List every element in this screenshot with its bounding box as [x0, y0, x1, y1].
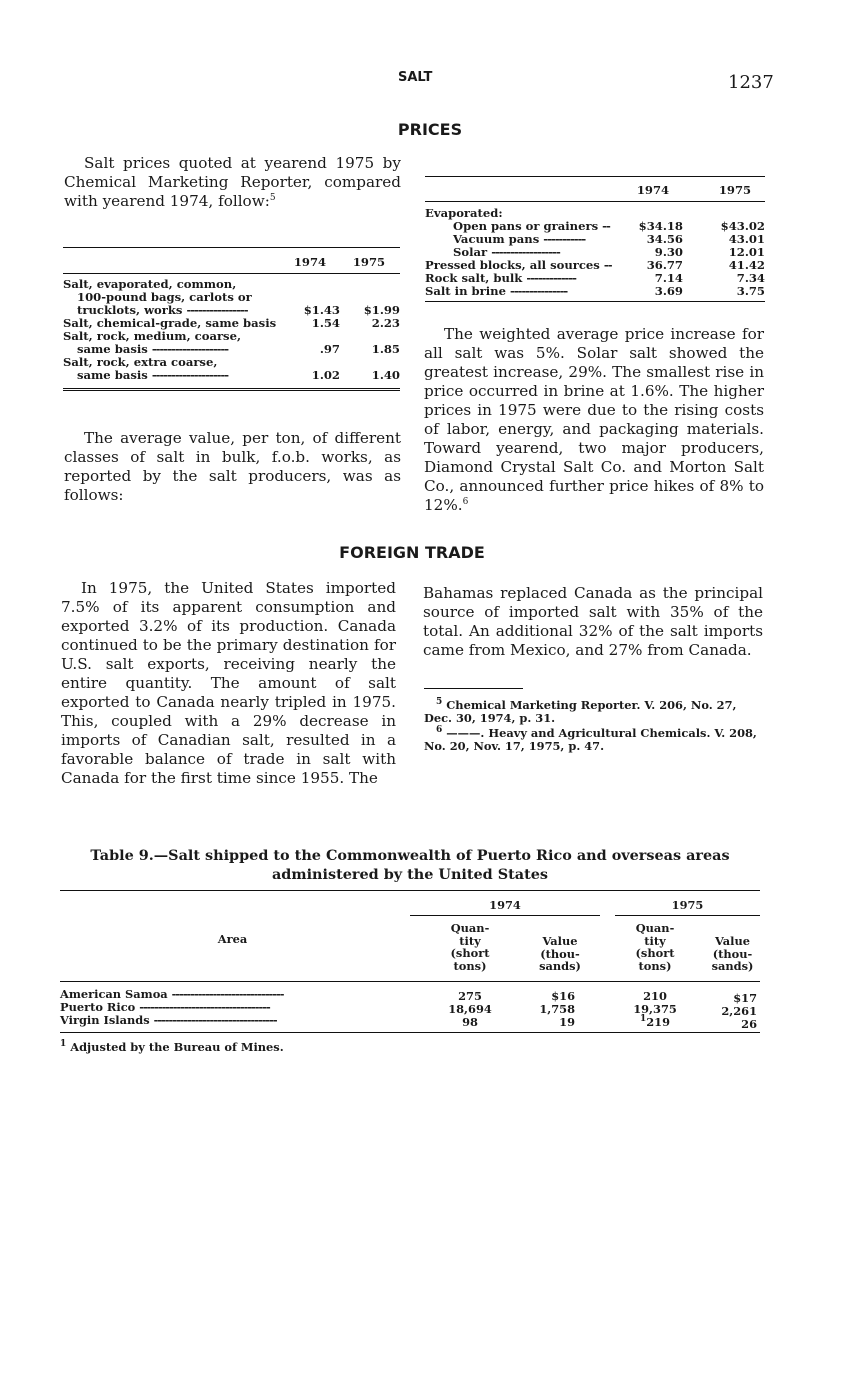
header-line: Quan- — [450, 921, 490, 935]
year-header-1975: 1975 — [671, 898, 704, 912]
row-label: Salt, chemical-grade, same basis — [63, 316, 277, 330]
footnote-text: ———. Heavy and Agricultural Chemicals. V. 208, No. 20, Nov. 17, 1975, p. 47. — [424, 726, 757, 753]
weighted-average-paragraph — [424, 325, 764, 515]
area-cell: Puerto Rico — [60, 1000, 136, 1014]
footnote-mark: 1 — [639, 1014, 647, 1025]
row-label: 100-pound bags, carlots or — [77, 290, 252, 304]
table9-title — [60, 846, 760, 884]
header-line: (thou- — [712, 946, 753, 961]
footnote-ref-5: 5 — [269, 192, 276, 203]
row-label: Pressed blocks, all sources — [425, 258, 600, 272]
quantity-1974: 275 — [458, 989, 482, 1003]
quantity-1975: 219 — [646, 1015, 671, 1029]
value-1975: 41.42 — [728, 258, 765, 272]
footnote-text: Chemical Marketing Reporter. V. 206, No. 27, Dec. 30, 1974, p. 31. — [424, 698, 737, 725]
column-header-1974: 1974 — [293, 255, 327, 269]
weighted-average-text: The weighted average price increase for all salt was 5%. Solar salt showed the greatest increase, 29%. The smallest rise in price occurred in brine at 1.6%. The higher prices in 1975 were due to the rising costs of labor, energy, and packaging materials. Toward yearend, two major producers, Diamond Crystal Salt Co. and Morton Salt Co., announced further price hikes of 8% to 12%. — [424, 325, 764, 514]
area-cell: American Samoa — [60, 987, 168, 1001]
foreign-trade-left-paragraph: In 1975, the United States imported 7.5% of its apparent consumption and exported 3.2% of its production. Canada continued to be the primary destination for U.S. salt exports, receiving nearly the entire quantity. The amount of salt exported to Canada nearly tripled in 1975. This, coupled with a 29% decrease in imports of Canadian salt, resulted in a favorable balance of trade in salt with Canada for the first time since 1955. The — [61, 579, 396, 787]
column-header-1974: 1974 — [636, 183, 670, 197]
table-row: Salt, rock, medium, coarse, same basis -------------------- .97 1.85 — [63, 329, 400, 356]
row-label: Rock salt, bulk — [425, 271, 523, 285]
header-line: tons) — [453, 958, 487, 973]
footnote-mark: 6 — [436, 725, 443, 736]
header-line: Quan- — [635, 921, 675, 935]
table9-title-line-1: Table 9.—Salt shipped to the Commonwealth of Puerto Rico and overseas areas — [90, 847, 730, 864]
value-1974: 7.14 — [654, 271, 683, 285]
header-line: Value — [714, 934, 751, 948]
value-1975: 12.01 — [728, 245, 765, 259]
table9-title-line-2: administered by the United States — [271, 866, 549, 883]
table-row: Puerto Rico ----------------------------------- 18,694 1,758 19,375 2,261 — [60, 1000, 757, 1018]
value-1974: $16 — [551, 989, 575, 1003]
value-1975: 43.01 — [728, 232, 765, 246]
row-label: Open pans or grainers — [453, 219, 599, 233]
value-1974: 1.54 — [311, 316, 340, 330]
header-line: tity — [459, 933, 481, 948]
value-header-1974 — [525, 935, 595, 973]
prices-intro-paragraph — [64, 154, 401, 211]
value-1975: 1.40 — [371, 368, 400, 382]
header-line: (short — [450, 946, 490, 960]
column-header-1975: 1975 — [352, 255, 386, 269]
table-row: Salt, evaporated, common, 100-pound bags, carlots or trucklots, works ---------------- $1.43 $1.99 — [63, 277, 400, 317]
area-header: Area — [217, 932, 248, 946]
value-1974: 1,758 — [539, 1002, 575, 1016]
value-header-1975 — [700, 935, 765, 973]
value-1974: 19 — [559, 1015, 575, 1029]
value-1974: 3.69 — [654, 284, 683, 298]
row-label: Solar — [453, 245, 488, 259]
row-label: Vacuum pans — [453, 232, 540, 246]
column-header-1975: 1975 — [718, 183, 752, 197]
footnote-6 — [424, 727, 764, 753]
table-row: Vacuum pans ----------- 34.56 43.01 — [425, 233, 765, 246]
average-value-paragraph: The average value, per ton, of different classes of salt in bulk, f.o.b. works, as reported by the salt producers, was as follows: — [64, 429, 401, 504]
foreign-trade-right-paragraph: Bahamas replaced Canada as the principal source of imported salt with 35% of the total. An additional 32% of the salt imports came from Mexico, and 27% from Canada. — [423, 584, 763, 659]
section-title-prices: PRICES — [397, 120, 463, 139]
header-line: Value — [542, 934, 578, 948]
row-label: trucklots, works — [77, 303, 183, 317]
year-header-1974: 1974 — [489, 898, 521, 912]
value-1974: $1.43 — [303, 303, 340, 317]
footnote-ref-6: 6 — [462, 496, 469, 507]
footnote-mark: 1 — [60, 1039, 67, 1050]
table-row: Open pans or grainers -- $34.18 $43.02 — [425, 220, 765, 233]
row-label: same basis — [77, 342, 148, 356]
quantity-header-1974 — [435, 922, 505, 972]
table-row: Salt, rock, extra coarse, same basis -------------------- 1.02 1.40 — [63, 355, 400, 382]
table-row: Virgin Islands --------------------------------- 98 19 $^1$219 26 — [60, 1013, 757, 1031]
prices-intro-text: Salt prices quoted at yearend 1975 by Chemical Marketing Reporter, compared with yearend 1974, follow: — [64, 154, 401, 210]
table-row: Rock salt, bulk ------------- 7.14 7.34 — [425, 271, 765, 285]
table-row: Solar ------------------ 9.30 12.01 — [425, 246, 765, 259]
value-1974: .97 — [319, 342, 340, 356]
header-line: sands) — [711, 959, 754, 973]
quantity-1974: 98 — [462, 1015, 478, 1029]
table-row: Salt in brine --------------- 3.69 3.75 — [425, 284, 765, 298]
footnote-5 — [424, 699, 764, 725]
table9 — [60, 890, 760, 1054]
row-label: Salt, evaporated, common, — [63, 277, 237, 291]
footnote-mark: 5 — [436, 697, 443, 708]
quantity-header-1975 — [620, 922, 690, 972]
header-line: (thou- — [540, 946, 580, 961]
running-title: SALT — [398, 70, 433, 85]
value-1975: 2,261 — [721, 1004, 757, 1018]
value-1975: 7.34 — [736, 271, 765, 285]
table-row: American Samoa ------------------------------ 275 $16 210 $17 — [60, 987, 757, 1005]
header-line: tons) — [638, 958, 672, 973]
footnote-text: Adjusted by the Bureau of Mines. — [70, 1040, 284, 1054]
row-label: same basis — [77, 368, 148, 382]
header-line: (short — [635, 946, 675, 960]
average-value-table — [425, 176, 765, 304]
table9-footnote — [60, 1040, 760, 1054]
quantity-1975: 210 — [643, 989, 667, 1003]
value-1974: 36.77 — [646, 258, 683, 272]
row-label: Salt, rock, extra coarse, — [63, 355, 218, 369]
section-title-foreign-trade: FOREIGN TRADE — [339, 543, 485, 562]
value-1974: 1.02 — [311, 368, 340, 382]
value-1974: 34.56 — [646, 232, 683, 246]
row-label: Salt in brine — [425, 284, 506, 298]
area-cell: Virgin Islands — [60, 1013, 150, 1027]
table-row: Pressed blocks, all sources -- 36.77 41.42 — [425, 258, 765, 272]
footnote-separator — [424, 688, 523, 689]
header-line: sands) — [539, 959, 581, 973]
value-1974: 9.30 — [654, 245, 683, 259]
quantity-1974: 18,694 — [448, 1002, 492, 1016]
group-label-evaporated: Evaporated: — [425, 206, 503, 220]
value-1975: $1.99 — [363, 303, 400, 317]
value-1975: 1.85 — [371, 342, 400, 356]
value-1975: 3.75 — [736, 284, 765, 298]
quantity-1975: 19,375 — [633, 1002, 677, 1016]
page-number: 1237 — [728, 72, 774, 93]
value-1975: 2.23 — [371, 316, 400, 330]
salt-prices-table — [63, 247, 400, 397]
value-1975: $17 — [733, 991, 757, 1005]
row-label: Salt, rock, medium, coarse, — [63, 329, 241, 343]
value-1975: $43.02 — [720, 219, 765, 233]
value-1974: $34.18 — [638, 219, 683, 233]
header-line: tity — [644, 933, 666, 948]
value-1975: 26 — [741, 1017, 757, 1031]
